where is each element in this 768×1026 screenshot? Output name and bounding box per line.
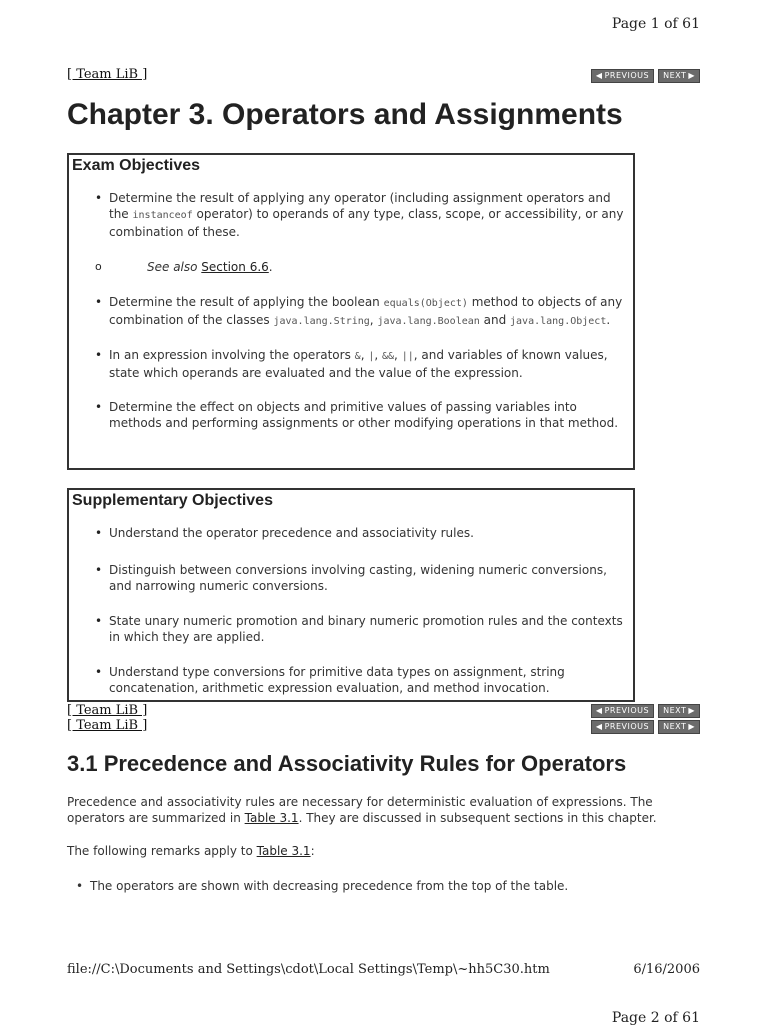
- supplementary-objectives-heading: Supplementary Objectives: [72, 492, 273, 509]
- file-path: file://C:\Documents and Settings\cdot\Local Settings\Temp\~hh5C30.htm: [67, 962, 550, 977]
- objective-item: • Determine the result of applying any operator (including assignment operators and the instanceof operator) to operands of any type, class, scope, or accessibility, or any combination of these.: [109, 190, 633, 240]
- see-also-item: o See also Section 6.6.: [109, 259, 633, 275]
- team-lib-label: [ Team LiB ]: [67, 67, 148, 82]
- objective-item: • Determine the effect on objects and primitive values of passing variables into methods and performing assignments or other modifying operations in that method.: [109, 399, 633, 431]
- exam-objectives-box: [67, 153, 635, 470]
- objective-item: • Distinguish between conversions involving casting, widening numeric conversions, and narrowing numeric conversions.: [109, 562, 633, 594]
- objective-item: • State unary numeric promotion and binary numeric promotion rules and the contexts in which they are applied.: [109, 613, 633, 645]
- section-paragraph: Precedence and associativity rules are necessary for deterministic evaluation of expressions. The operators are summarized in Table 3.1. They are discussed in subsequent sections in this chapter.: [67, 795, 657, 825]
- page-number: Page 1 of 61: [611, 16, 700, 32]
- objective-item: • Understand the operator precedence and associativity rules.: [109, 525, 633, 541]
- left-arrow-icon: ◀: [595, 71, 603, 80]
- right-arrow-icon: ▶: [688, 706, 695, 715]
- left-arrow-icon: ◀: [595, 722, 603, 731]
- objective-item: • Determine the result of applying the boolean equals(Object) method to objects of any combination of the classes java.lang.String, java.lang.Boolean and java.lang.Object.: [109, 294, 633, 330]
- next-button[interactable]: NEXT ▶: [658, 69, 700, 83]
- team-lib-link-bottom[interactable]: [ Team LiB ]: [67, 703, 148, 718]
- right-arrow-icon: ▶: [688, 71, 695, 80]
- nav-buttons-next-page: [591, 720, 700, 734]
- table-3-1-link[interactable]: Table 3.1: [256, 844, 311, 858]
- exam-objectives-heading: Exam Objectives: [72, 157, 201, 174]
- right-arrow-icon: ▶: [688, 722, 695, 731]
- previous-button[interactable]: ◀ PREVIOUS: [591, 720, 654, 734]
- left-arrow-icon: ◀: [595, 706, 603, 715]
- objective-item: • Understand type conversions for primitive data types on assignment, string concatenation, arithmetic expression evaluation, and method invocation.: [109, 664, 633, 696]
- remark-bullet: • The operators are shown with decreasing precedence from the top of the table.: [76, 879, 569, 893]
- nav-buttons-top: [591, 69, 700, 83]
- next-page-number: Page 2 of 61: [611, 1010, 700, 1026]
- table-3-1-link[interactable]: Table 3.1: [244, 811, 299, 825]
- nav-buttons-bottom: [591, 704, 700, 718]
- section-title: 3.1 Precedence and Associativity Rules for Operators: [67, 751, 627, 776]
- chapter-title: Chapter 3. Operators and Assignments: [67, 98, 623, 131]
- supplementary-objectives-box: [67, 488, 635, 702]
- team-lib-link-top[interactable]: [67, 67, 147, 82]
- remarks-intro: The following remarks apply to Table 3.1:: [67, 844, 315, 858]
- objective-item: • In an expression involving the operators &, |, &&, ||, and variables of known values, state which operands are evaluated and the value of the expression.: [109, 347, 633, 381]
- print-date: 6/16/2006: [633, 962, 700, 977]
- team-lib-link-next-page[interactable]: [ Team LiB ]: [67, 718, 148, 733]
- next-button[interactable]: NEXT ▶: [658, 720, 700, 734]
- section-6-6-link[interactable]: Section 6.6: [201, 260, 269, 274]
- previous-button[interactable]: ◀ PREVIOUS: [591, 69, 654, 83]
- previous-button[interactable]: ◀ PREVIOUS: [591, 704, 654, 718]
- next-button[interactable]: NEXT ▶: [658, 704, 700, 718]
